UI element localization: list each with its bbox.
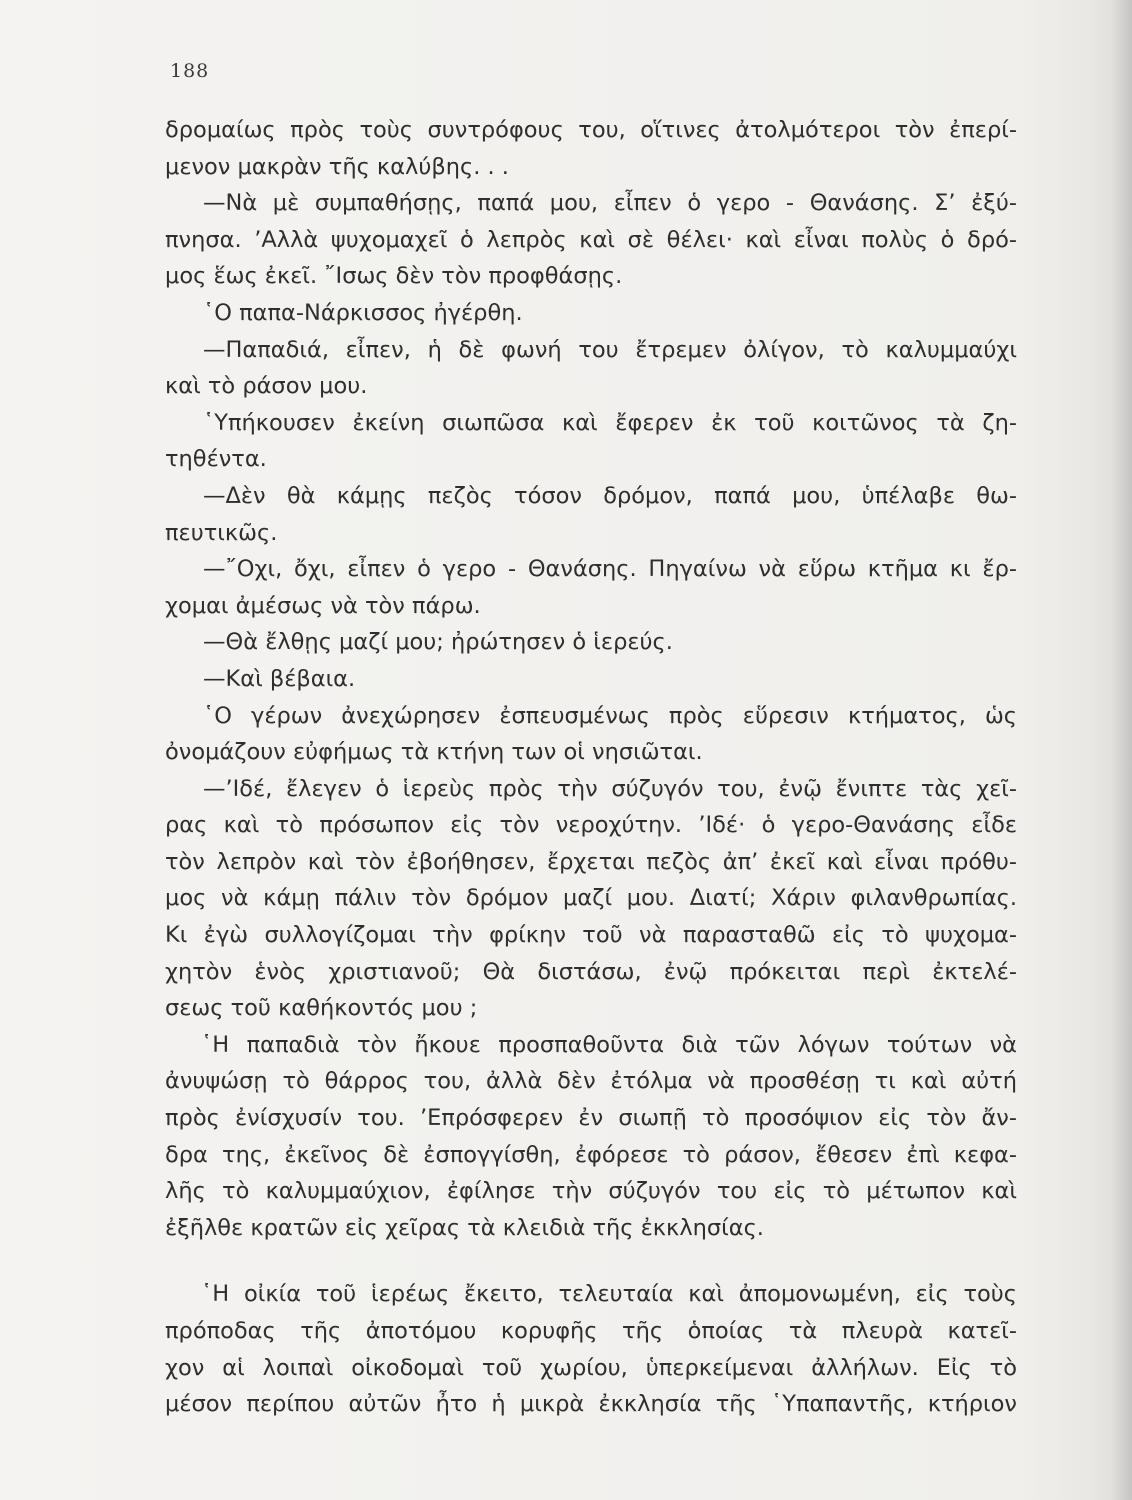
section-gap bbox=[165, 1246, 1017, 1276]
text-line: χον αἱ λοιπαὶ οἰκοδομαὶ τοῦ χωρίου, ὑπερκείμεναι ἀλλήλων. Εἰς τὸ bbox=[165, 1354, 1017, 1381]
page-edge-shadow bbox=[1110, 0, 1132, 1500]
text-line: μέσον περίπου αὐτῶν ἦτο ἡ μικρὰ ἐκκλησία τῆς ῾Υπαπαντῆς, κτήριον bbox=[165, 1391, 1017, 1418]
text-line: πρόποδας τῆς ἀποτόμου κορυφῆς τῆς ὁποίας τὰ πλευρὰ κατεῖ- bbox=[165, 1318, 1017, 1344]
text-line: —Δὲν θὰ κάμῃς πεζὸς τόσον δρόμον, παπά μου, ὑπέλαβε θω- bbox=[203, 482, 1017, 509]
text-line: ῾Η οἰκία τοῦ ἱερέως ἔκειτο, τελευταία καὶ ἀπομονωμένη, εἰς τοὺς bbox=[201, 1281, 1017, 1308]
text-line: ἀνυψώσῃ τὸ θάρρος του, ἀλλὰ δὲν ἐτόλμα νὰ προσθέσῃ τι καὶ αὐτή bbox=[165, 1068, 1017, 1095]
text-line: ῾Ο παπα-Νάρκισσος ἠγέρθη. bbox=[203, 299, 523, 326]
text-line: δρομαίως πρὸς τοὺς συντρόφους του, οἵτινες ἀτολμότεροι τὸν ἐπερί- bbox=[165, 117, 1017, 143]
text-line: μος ἕως ἐκεῖ. ῎Ισως δὲν τὸν προφθάσῃς. bbox=[165, 263, 623, 290]
text-line: χομαι ἀμέσως νὰ τὸν πάρω. bbox=[165, 592, 481, 619]
text-line: ῾Υπήκουσεν ἐκείνη σιωπῶσα καὶ ἔφερεν ἐκ τοῦ κοιτῶνος τὰ ζη- bbox=[203, 409, 1017, 436]
text-line: μενον μακρὰν τῆς καλύβης. . . bbox=[165, 153, 509, 180]
text-line: λῆς τὸ καλυμμαύχιον, ἐφίλησε τὴν σύζυγόν του εἰς τὸ μέτωπον καὶ bbox=[165, 1178, 1017, 1205]
text-line: καὶ τὸ ράσον μου. bbox=[165, 373, 368, 400]
text-line: —Νὰ μὲ συμπαθήσῃς, παπά μου, εἶπεν ὁ γερο - Θανάσης. Σ’ ἐξύ- bbox=[203, 190, 1017, 217]
text-line: ῾Ο γέρων ἀνεχώρησεν ἐσπευσμένως πρὸς εὕρεσιν κτήματος, ὡς bbox=[203, 702, 1017, 729]
text-line: Κι ἐγὼ συλλογίζομαι τὴν φρίκην τοῦ νὰ παρασταθῶ εἰς τὸ ψυχομα- bbox=[165, 922, 1017, 949]
body-text bbox=[165, 112, 1017, 1423]
text-line: —Καὶ βέβαια. bbox=[203, 665, 356, 692]
text-line: ὀνομάζουν εὐφήμως τὰ κτήνη των οἱ νησιῶται. bbox=[165, 739, 703, 766]
text-line: πευτικῶς. bbox=[165, 519, 278, 546]
text-line: τὸν λεπρὸν καὶ τὸν ἐβοήθησεν, ἔρχεται πεζὸς ἀπ’ ἐκεῖ καὶ εἶναι πρόθυ- bbox=[165, 848, 1017, 875]
text-line: τηθέντα. bbox=[165, 446, 267, 473]
text-line: σεως τοῦ καθήκοντός μου ; bbox=[165, 995, 478, 1022]
text-line: ῾Η παπαδιὰ τὸν ἤκουε προσπαθοῦντα διὰ τῶν λόγων τούτων νὰ bbox=[201, 1031, 1017, 1058]
text-line: —Παπαδιά, εἶπεν, ἡ δὲ φωνή του ἔτρεμεν ὀλίγον, τὸ καλυμμαύχι bbox=[203, 336, 1017, 363]
text-line: ἐξῆλθε κρατῶν εἰς χεῖρας τὰ κλειδιὰ τῆς ἐκκλησίας. bbox=[165, 1214, 764, 1241]
text-line: —’Ιδέ, ἔλεγεν ὁ ἱερεὺς πρὸς τὴν σύζυγόν του, ἐνῷ ἔνιπτε τὰς χεῖ- bbox=[203, 775, 1017, 802]
text-line: —Θὰ ἔλθῃς μαζί μου; ἠρώτησεν ὁ ἱερεύς. bbox=[203, 629, 673, 656]
text-line: πνησα. ’Αλλὰ ψυχομαχεῖ ὁ λεπρὸς καὶ σὲ θέλει· καὶ εἶναι πολὺς ὁ δρό- bbox=[165, 226, 1017, 253]
page-number: 188 bbox=[170, 60, 210, 82]
text-line: δρα της, ἐκεῖνος δὲ ἐσπογγίσθη, ἐφόρεσε τὸ ράσον, ἔθεσεν ἐπὶ κεφα- bbox=[165, 1141, 1017, 1168]
text-line: χητὸν ἑνὸς χριστιανοῦ; Θὰ διστάσω, ἐνῷ πρόκειται περὶ ἐκτελέ- bbox=[165, 958, 1017, 985]
text-line: πρὸς ἐνίσχυσίν του. ’Επρόσφερεν ἐν σιωπῇ τὸ προσόψιον εἰς τὸν ἄν- bbox=[165, 1105, 1017, 1132]
text-line: —῎Οχι, ὄχι, εἶπεν ὁ γερο - Θανάσης. Πηγαίνω νὰ εὕρω κτῆμα κι ἔρ- bbox=[203, 556, 1017, 583]
text-line: ρας καὶ τὸ πρόσωπον εἰς τὸν νεροχύτην. ’Ιδέ· ὁ γερο-Θανάσης εἶδε bbox=[165, 812, 1017, 839]
text-line: μος νὰ κάμῃ πάλιν τὸν δρόμον μαζί μου. Διατί; Χάριν φιλανθρωπίας. bbox=[165, 885, 1017, 912]
